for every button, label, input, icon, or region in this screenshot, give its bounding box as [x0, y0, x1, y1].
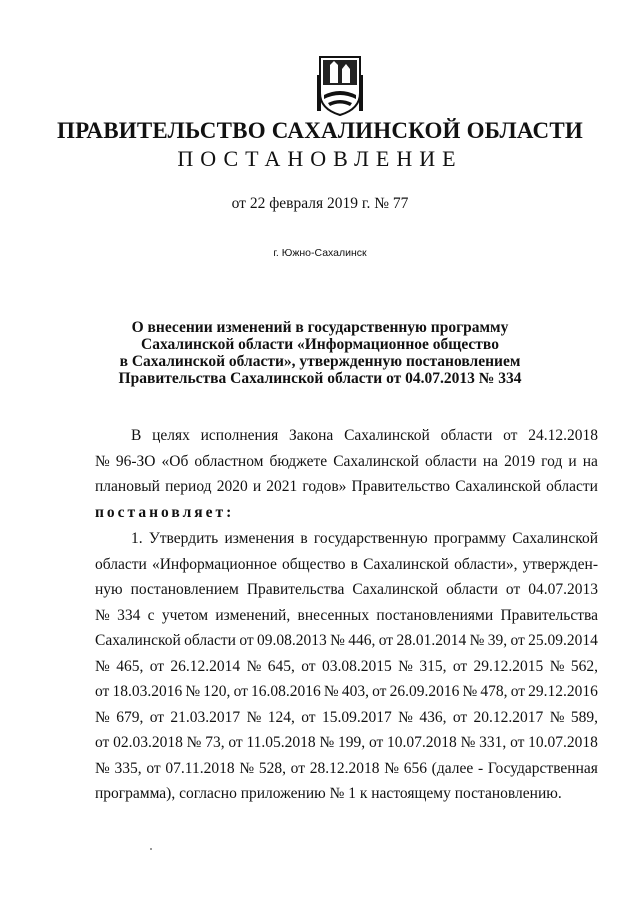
- word: год: [541, 452, 563, 470]
- word: «Об: [161, 452, 189, 470]
- text-line: [95, 474, 598, 500]
- word: плановый: [95, 478, 160, 495]
- word: от: [510, 734, 525, 751]
- word: 331,: [479, 734, 507, 751]
- word: 28.01.2014: [396, 632, 467, 649]
- word: области: [546, 478, 598, 495]
- word: 334: [117, 606, 141, 624]
- text-line: [95, 603, 598, 629]
- word: 436,: [419, 708, 447, 726]
- word: целях: [152, 427, 190, 444]
- word: 1.: [131, 530, 143, 547]
- word: Сахалинской: [455, 478, 541, 495]
- word: Утвердить: [148, 530, 219, 547]
- word: от: [228, 734, 243, 751]
- resolves-word: постановляет:: [95, 503, 235, 521]
- word: от: [503, 427, 518, 444]
- word: «Информационное: [151, 555, 277, 573]
- word: 18.03.2016: [112, 683, 183, 700]
- word: 29.12.2016: [528, 683, 598, 700]
- word: от: [452, 657, 468, 675]
- subject-line: Сахалинской области «Информационное общество: [141, 336, 499, 353]
- word: на: [582, 452, 598, 470]
- word: -: [477, 759, 484, 777]
- subject-line: О внесении изменений в государственную программу: [131, 319, 509, 336]
- word: 562,: [570, 657, 598, 675]
- text-line: [95, 730, 598, 756]
- word: от: [95, 734, 110, 751]
- word: №: [95, 606, 110, 624]
- word: изменений,: [215, 606, 291, 624]
- word: от: [505, 581, 521, 598]
- word: области: [446, 581, 498, 598]
- word: 16.08.2016: [251, 683, 321, 700]
- word: 656: [403, 759, 427, 777]
- word: №: [95, 759, 110, 777]
- word: 120,: [203, 683, 231, 700]
- word: 09.08.2013: [257, 632, 327, 649]
- text-line: [95, 449, 598, 475]
- text-line: программа), согласно приложению № 1 к настоящему постановлению.: [95, 785, 562, 802]
- word: 26.09.2016: [389, 683, 460, 700]
- word: 124,: [267, 708, 295, 726]
- word: областном: [194, 452, 264, 470]
- word: №: [330, 632, 345, 649]
- word: от: [146, 759, 161, 777]
- word: программу: [433, 530, 507, 547]
- word: изменения: [224, 530, 295, 547]
- word: 335,: [114, 759, 142, 777]
- word: 2019: [504, 452, 536, 470]
- word: 21.03.2017: [170, 708, 241, 726]
- word: 24.12.2018: [528, 427, 598, 444]
- word: 2021: [266, 478, 298, 495]
- word: 10.07.2018: [387, 734, 457, 751]
- word: от: [510, 632, 525, 649]
- government-title: ПРАВИТЕЛЬСТВО САХАЛИНСКОЙ ОБЛАСТИ: [57, 118, 583, 143]
- word: №: [549, 708, 565, 726]
- word: №: [462, 683, 478, 700]
- word: Правительство: [351, 478, 451, 495]
- word: от: [239, 632, 254, 649]
- word: Правительства: [500, 606, 598, 624]
- word: от: [290, 759, 305, 777]
- word: 25.09.2014: [528, 632, 598, 649]
- text-line: [95, 500, 598, 526]
- text-line: [95, 628, 598, 654]
- word: 15.09.2017: [321, 708, 392, 726]
- word: бюджете: [269, 452, 328, 470]
- document-date-number: от 22 февраля 2019 г. № 77: [231, 195, 409, 212]
- word: 10.07.2018: [528, 734, 598, 751]
- word: 20.12.2017: [473, 708, 544, 726]
- word: от: [301, 708, 316, 726]
- scan-speck: [150, 848, 152, 850]
- coat-of-arms-emblem: [316, 55, 364, 117]
- word: государственную: [313, 530, 428, 547]
- word: ную: [95, 581, 123, 598]
- word: от: [149, 708, 165, 726]
- word: №: [549, 657, 565, 675]
- word: 679,: [116, 708, 144, 726]
- word: от: [378, 632, 394, 649]
- word: №: [469, 632, 485, 649]
- word: 315,: [419, 657, 447, 675]
- word: №: [384, 759, 399, 777]
- word: с: [147, 606, 155, 624]
- word: области: [440, 427, 493, 444]
- word: общество: [282, 555, 346, 573]
- text-line: [95, 756, 598, 782]
- word: от: [233, 683, 248, 700]
- word: №: [246, 657, 262, 675]
- text-line: [95, 679, 598, 705]
- word: №: [95, 452, 110, 470]
- word: 26.12.2014: [170, 657, 241, 675]
- word: 11.05.2018: [246, 734, 316, 751]
- word: внесенных: [297, 606, 370, 624]
- word: 645,: [267, 657, 295, 675]
- text-line: [95, 423, 598, 449]
- word: в: [300, 530, 308, 547]
- word: №: [239, 759, 255, 777]
- word: 403,: [341, 683, 369, 700]
- word: 465,: [116, 657, 144, 675]
- text-line: [95, 552, 598, 578]
- word: области: [95, 555, 147, 573]
- word: Сахалинской: [333, 452, 419, 470]
- word: 07.11.2018: [165, 759, 235, 777]
- word: 73,: [205, 734, 225, 751]
- word: Сахалинской: [344, 427, 430, 444]
- word: 03.08.2015: [321, 657, 392, 675]
- word: постановлением: [130, 581, 239, 598]
- word: №: [186, 734, 202, 751]
- word: от: [372, 683, 387, 700]
- word: 28.12.2018: [309, 759, 380, 777]
- word: Государственная: [487, 759, 598, 777]
- word: Сахалинской: [352, 581, 439, 598]
- word: Сахалинской: [512, 530, 598, 547]
- word: 04.07.2013: [528, 581, 598, 598]
- word: от: [149, 657, 165, 675]
- word: 39,: [487, 632, 508, 649]
- word: 478,: [480, 683, 508, 700]
- word: 02.03.2018: [113, 734, 183, 751]
- word: №: [185, 683, 201, 700]
- word: и: [568, 452, 577, 470]
- word: от: [368, 734, 384, 751]
- word: утвержден-: [522, 555, 598, 573]
- text-line: [95, 526, 598, 552]
- document-type-title: ПОСТАНОВЛЕНИЕ: [177, 146, 463, 171]
- word: Сахалинской: [95, 632, 181, 649]
- clause-1-paragraph: [95, 526, 598, 807]
- word: 528,: [258, 759, 286, 777]
- word: №: [398, 708, 413, 726]
- word: исполнения: [200, 427, 279, 444]
- word: №: [319, 734, 335, 751]
- word: на: [482, 452, 499, 470]
- word: 2020: [216, 478, 248, 495]
- text-line: [95, 577, 598, 603]
- word: 446,: [348, 632, 376, 649]
- word: Сахалинской: [363, 555, 449, 573]
- word: 589,: [570, 708, 598, 726]
- document-city: г. Южно-Сахалинск: [273, 247, 367, 259]
- word: от: [301, 657, 316, 675]
- word: области: [184, 632, 236, 649]
- word: №: [95, 708, 110, 726]
- text-line: [95, 654, 598, 680]
- word: и: [252, 478, 262, 495]
- word: №: [246, 708, 262, 726]
- word: постановлениями: [376, 606, 494, 624]
- preamble-paragraph: [95, 423, 598, 525]
- word: (далее: [431, 759, 474, 777]
- word: от: [510, 683, 526, 700]
- word: №: [323, 683, 339, 700]
- word: 199,: [338, 734, 366, 751]
- subject-line: в Сахалинской области», утвержденную постановлением: [119, 353, 521, 370]
- word: №: [398, 657, 413, 675]
- word: области: [425, 452, 477, 470]
- word: годов»: [302, 478, 347, 495]
- word: от: [452, 708, 468, 726]
- document-subject: [0, 319, 640, 387]
- word: учетом: [161, 606, 209, 624]
- text-line: [95, 705, 598, 731]
- word: 29.12.2015: [473, 657, 544, 675]
- word: №: [95, 657, 110, 675]
- word: В: [131, 427, 142, 444]
- word: период: [165, 478, 212, 495]
- word: в: [350, 555, 358, 573]
- word: Закона: [289, 427, 334, 444]
- word: Правительства: [246, 581, 345, 598]
- word: 96-ЗО: [115, 452, 156, 470]
- word: №: [460, 734, 476, 751]
- subject-line: Правительства Сахалинской области от 04.07.2013 № 334: [118, 370, 522, 387]
- word: от: [95, 683, 110, 700]
- word: области»,: [454, 555, 518, 573]
